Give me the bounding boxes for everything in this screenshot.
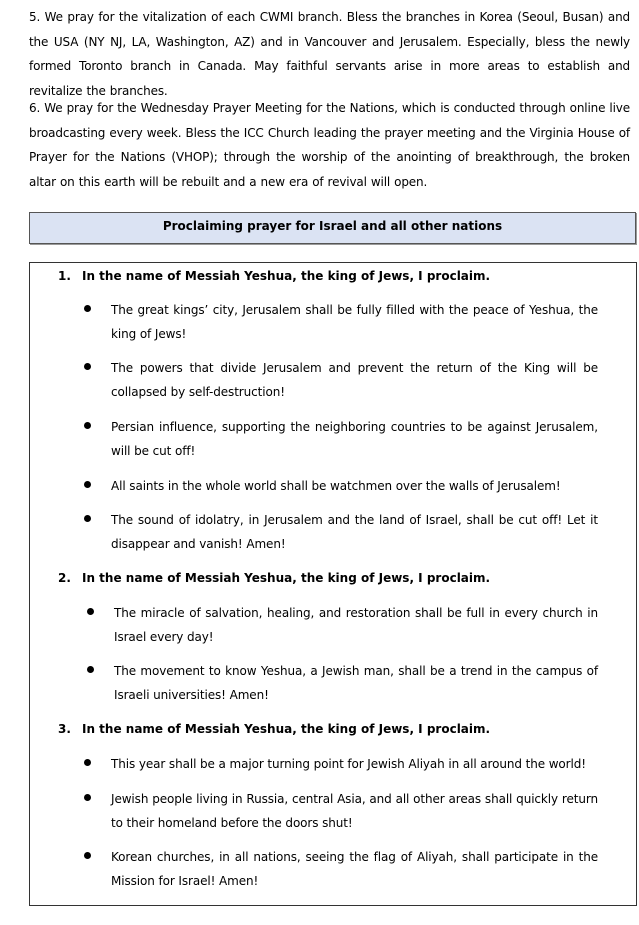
list-item-text: All saints in the whole world shall be watchmen over the walls of Jerusalem! — [111, 479, 561, 493]
list-item — [84, 474, 598, 498]
bullet-icon — [84, 852, 91, 859]
bullet-icon — [84, 363, 91, 370]
bullet-icon — [84, 759, 91, 766]
section-2-title — [58, 569, 490, 587]
list-item-text: The movement to know Yeshua, a Jewish man, shall be a trend in the campus of Israeli universities! Amen! — [114, 664, 598, 702]
section-3-title — [58, 720, 490, 738]
bullet-icon — [84, 515, 91, 522]
list-item-text: The great kings’ city, Jerusalem shall be fully filled with the peace of Yeshua, the king of Jews! — [111, 303, 598, 341]
bullet-icon — [84, 422, 91, 429]
list-item — [84, 508, 598, 556]
list-item — [84, 845, 598, 893]
bullet-icon — [84, 305, 91, 312]
section-number: 3. — [58, 722, 71, 736]
bullet-icon — [84, 481, 91, 488]
section-title-text: In the name of Messiah Yeshua, the king of Jews, I proclaim. — [82, 571, 491, 585]
section-heading: Proclaiming prayer for Israel and all other nations — [162, 219, 503, 233]
list-item-text: Jewish people living in Russia, central Asia, and all other areas shall quickly return to their homeland before the doors shut! — [111, 792, 598, 830]
bullet-icon — [87, 608, 94, 615]
section-title-text: In the name of Messiah Yeshua, the king of Jews, I proclaim. — [82, 722, 491, 736]
section-number: 2. — [58, 571, 71, 585]
section-heading-box — [29, 212, 636, 244]
list-item-text: The sound of idolatry, in Jerusalem and the land of Israel, shall be cut off! Let it disappear and vanish! Amen! — [111, 513, 598, 551]
list-item — [84, 601, 598, 649]
list-item — [84, 356, 598, 404]
list-item-text: The powers that divide Jerusalem and prevent the return of the King will be collapsed by self-destruction! — [111, 361, 598, 399]
section-number: 1. — [58, 269, 71, 283]
bullet-icon — [87, 666, 94, 673]
list-item-text: Persian influence, supporting the neighboring countries to be against Jerusalem, will be cut off! — [111, 420, 598, 458]
list-item — [84, 659, 598, 707]
section-title-text: In the name of Messiah Yeshua, the king of Jews, I proclaim. — [82, 269, 491, 283]
list-item-text: The miracle of salvation, healing, and restoration shall be full in every church in Israel every day! — [114, 606, 598, 644]
list-item — [84, 415, 598, 463]
list-item — [84, 298, 598, 346]
list-item-text: Korean churches, in all nations, seeing the flag of Aliyah, shall participate in the Mission for Israel! Amen! — [111, 850, 598, 888]
paragraph-6: 6. We pray for the Wednesday Prayer Meeting for the Nations, which is conducted through online live broadcasting every week. Bless the ICC Church leading the prayer meeting and the Virginia House of Prayer for the Nations (VHOP); through the worship of the anointing of breakthrough, the broken altar on this earth will be rebuilt and a new era of revival will open. — [29, 101, 630, 189]
section-1-title — [58, 267, 490, 285]
bullet-icon — [84, 794, 91, 801]
list-item-text: This year shall be a major turning point for Jewish Aliyah in all around the world! — [111, 757, 586, 771]
paragraph-5: 5. We pray for the vitalization of each CWMI branch. Bless the branches in Korea (Seoul, Busan) and the USA (NY NJ, LA, Washington, AZ) and in Vancouver and Jerusalem. Especially, bless the newly formed Toronto branch in Canada. May faithful servants arise in more areas to establish and revitalize the branches. — [29, 10, 630, 98]
list-item — [84, 787, 598, 835]
list-item — [84, 752, 598, 776]
